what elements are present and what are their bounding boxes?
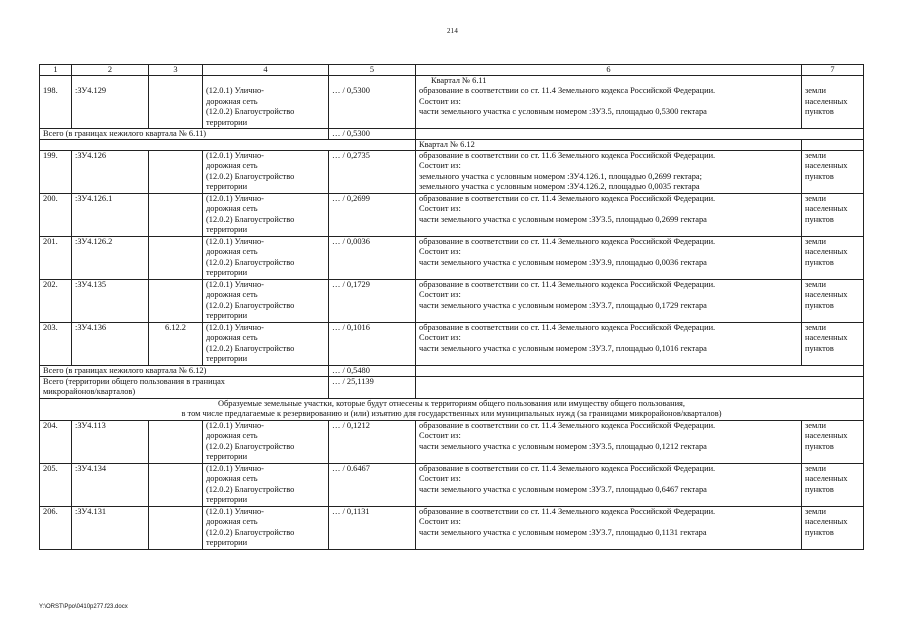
- header-cell: 3: [149, 65, 203, 76]
- plot-use: (12.0.1) Улично- дорожная сеть (12.0.2) Благоустройство территории: [203, 506, 329, 549]
- page-number: 214: [446, 27, 459, 35]
- total-row: [40, 129, 864, 140]
- header-cell: 4: [203, 65, 329, 76]
- row-number: 198.: [40, 76, 72, 129]
- plot-col3: [149, 463, 203, 506]
- table-row: [40, 420, 864, 463]
- plot-area: … / 0.6467: [329, 463, 416, 506]
- plot-code: :ЗУ4.134: [72, 463, 149, 506]
- plot-description: образование в соответствии со ст. 11.4 Земельного кодекса Российской Федерации. Состоит из: части земельного участка с условным номером :ЗУ3.7, площадью 0,1016 гектара: [416, 323, 802, 366]
- plot-category: земли населенных пунктов: [802, 323, 864, 366]
- total-empty: [416, 366, 864, 377]
- total-empty: [416, 377, 864, 399]
- table-row: [40, 280, 864, 323]
- plot-category: земли населенных пунктов: [802, 280, 864, 323]
- plot-col3: [149, 76, 203, 129]
- plot-use: (12.0.1) Улично- дорожная сеть (12.0.2) Благоустройство территории: [203, 280, 329, 323]
- total-value: … / 0,5300: [329, 129, 416, 140]
- quarter-row: [40, 140, 864, 151]
- land-plots-table: [39, 64, 864, 550]
- plot-code: :ЗУ4.126: [72, 151, 149, 194]
- row-number: 200.: [40, 194, 72, 237]
- table-row: [40, 194, 864, 237]
- quarter-empty: [40, 140, 416, 151]
- plot-code: :ЗУ4.113: [72, 420, 149, 463]
- plot-code: :ЗУ4.135: [72, 280, 149, 323]
- plot-area: … / 0,0036: [329, 237, 416, 280]
- row-number: 204.: [40, 420, 72, 463]
- row-number: 202.: [40, 280, 72, 323]
- plot-use: (12.0.1) Улично- дорожная сеть (12.0.2) Благоустройство территории: [203, 151, 329, 194]
- plot-description: образование в соответствии со ст. 11.4 Земельного кодекса Российской Федерации. Состоит из: части земельного участка с условным номером :ЗУ3.5, площадью 0,1212 гектара: [416, 420, 802, 463]
- plot-col3: [149, 194, 203, 237]
- plot-area: … / 0,2735: [329, 151, 416, 194]
- plot-category: земли населенных пунктов: [802, 463, 864, 506]
- plot-use: (12.0.1) Улично- дорожная сеть (12.0.2) Благоустройство территории: [203, 463, 329, 506]
- header-cell: 2: [72, 65, 149, 76]
- total-value: … / 25,1139: [329, 377, 416, 399]
- plot-category: земли населенных пунктов: [802, 420, 864, 463]
- plot-area: … / 0,1016: [329, 323, 416, 366]
- plot-col3: [149, 506, 203, 549]
- row-number: 205.: [40, 463, 72, 506]
- row-number: 199.: [40, 151, 72, 194]
- section-heading-row: [40, 398, 864, 420]
- row-number: 206.: [40, 506, 72, 549]
- plot-use: (12.0.1) Улично- дорожная сеть (12.0.2) Благоустройство территории: [203, 323, 329, 366]
- plot-code: :ЗУ4.126.1: [72, 194, 149, 237]
- plot-description: образование в соответствии со ст. 11.4 Земельного кодекса Российской Федерации. Состоит из: части земельного участка с условным номером :ЗУ3.7, площадью 0,1729 гектара: [416, 280, 802, 323]
- header-cell: 7: [802, 65, 864, 76]
- plot-use: (12.0.1) Улично- дорожная сеть (12.0.2) Благоустройство территории: [203, 76, 329, 129]
- total-label: Всего (территории общего пользования в границах микрорайонов/кварталов): [40, 377, 329, 399]
- plot-description: образование в соответствии со ст. 11.4 Земельного кодекса Российской Федерации. Состоит из: части земельного участка с условным номером :ЗУ3.7, площадью 0,6467 гектара: [416, 463, 802, 506]
- plot-code: :ЗУ4.126.2: [72, 237, 149, 280]
- plot-code: :ЗУ4.131: [72, 506, 149, 549]
- plot-description: образование в соответствии со ст. 11.6 Земельного кодекса Российской Федерации. Состоит из: земельного участка с условным номером :ЗУ4.126.1, площадью 0,2699 гектара; земельного участка с условным номером :ЗУ4.126.2, площадью 0,0035 гектара: [416, 151, 802, 194]
- plot-area: … / 0,1131: [329, 506, 416, 549]
- plot-category: земли населенных пунктов: [802, 237, 864, 280]
- total-row: [40, 377, 864, 399]
- table-row: [40, 323, 864, 366]
- plot-description: образование в соответствии со ст. 11.4 Земельного кодекса Российской Федерации. Состоит из: части земельного участка с условным номером :ЗУ3.7, площадью 0,1131 гектара: [416, 506, 802, 549]
- plot-code: :ЗУ4.136: [72, 323, 149, 366]
- row-number: 203.: [40, 323, 72, 366]
- total-row: [40, 366, 864, 377]
- footer-file-path: Y:\ORST\Ppo\0410p277.f23.docx: [39, 604, 128, 610]
- plot-col3: [149, 237, 203, 280]
- plot-use: (12.0.1) Улично- дорожная сеть (12.0.2) Благоустройство территории: [203, 237, 329, 280]
- header-cell: 6: [416, 65, 802, 76]
- plot-col3: 6.12.2: [149, 323, 203, 366]
- plot-description: Квартал № 6.11 образование в соответствии со ст. 11.4 Земельного кодекса Российской Федерации. Состоит из: части земельного участка с условным номером :ЗУ3.5, площадью 0,5300 гектара: [416, 76, 802, 129]
- plot-category: земли населенных пунктов: [802, 194, 864, 237]
- plot-category: земли населенных пунктов: [802, 506, 864, 549]
- table-row: [40, 76, 864, 129]
- total-empty: [416, 129, 864, 140]
- plot-area: … / 0,1729: [329, 280, 416, 323]
- table-row: [40, 463, 864, 506]
- section-heading: Образуемые земельные участки, которые будут отнесены к территориям общего пользования или имуществу общего пользования, в том числе предлагаемые к резервированию и (или) изъятию для государственных или муниципальных нужд (за границами микрорайонов/кварталов): [40, 398, 864, 420]
- header-cell: 1: [40, 65, 72, 76]
- table-row: [40, 506, 864, 549]
- plot-use: (12.0.1) Улично- дорожная сеть (12.0.2) Благоустройство территории: [203, 420, 329, 463]
- total-label: Всего (в границах нежилого квартала № 6.12): [40, 366, 329, 377]
- plot-area: … / 0,2699: [329, 194, 416, 237]
- plot-area: … / 0,1212: [329, 420, 416, 463]
- plot-code: :ЗУ4.129: [72, 76, 149, 129]
- plot-col3: [149, 151, 203, 194]
- total-label: Всего (в границах нежилого квартала № 6.11): [40, 129, 329, 140]
- plot-col3: [149, 280, 203, 323]
- quarter-label: Квартал № 6.11: [431, 76, 487, 85]
- table-row: [40, 151, 864, 194]
- plot-use: (12.0.1) Улично- дорожная сеть (12.0.2) Благоустройство территории: [203, 194, 329, 237]
- header-row: [40, 65, 864, 76]
- header-cell: 5: [329, 65, 416, 76]
- plot-area: … / 0,5300: [329, 76, 416, 129]
- plot-col3: [149, 420, 203, 463]
- quarter-empty: [802, 140, 864, 151]
- plot-description: образование в соответствии со ст. 11.4 Земельного кодекса Российской Федерации. Состоит из: части земельного участка с условным номером :ЗУ3.9, площадью 0,0036 гектара: [416, 237, 802, 280]
- plot-category: земли населенных пунктов: [802, 151, 864, 194]
- quarter-label: Квартал № 6.12: [416, 140, 802, 151]
- plot-category: земли населенных пунктов: [802, 76, 864, 129]
- table-row: [40, 237, 864, 280]
- row-number: 201.: [40, 237, 72, 280]
- total-value: … / 0,5480: [329, 366, 416, 377]
- plot-description: образование в соответствии со ст. 11.4 Земельного кодекса Российской Федерации. Состоит из: части земельного участка с условным номером :ЗУ3.5, площадью 0,2699 гектара: [416, 194, 802, 237]
